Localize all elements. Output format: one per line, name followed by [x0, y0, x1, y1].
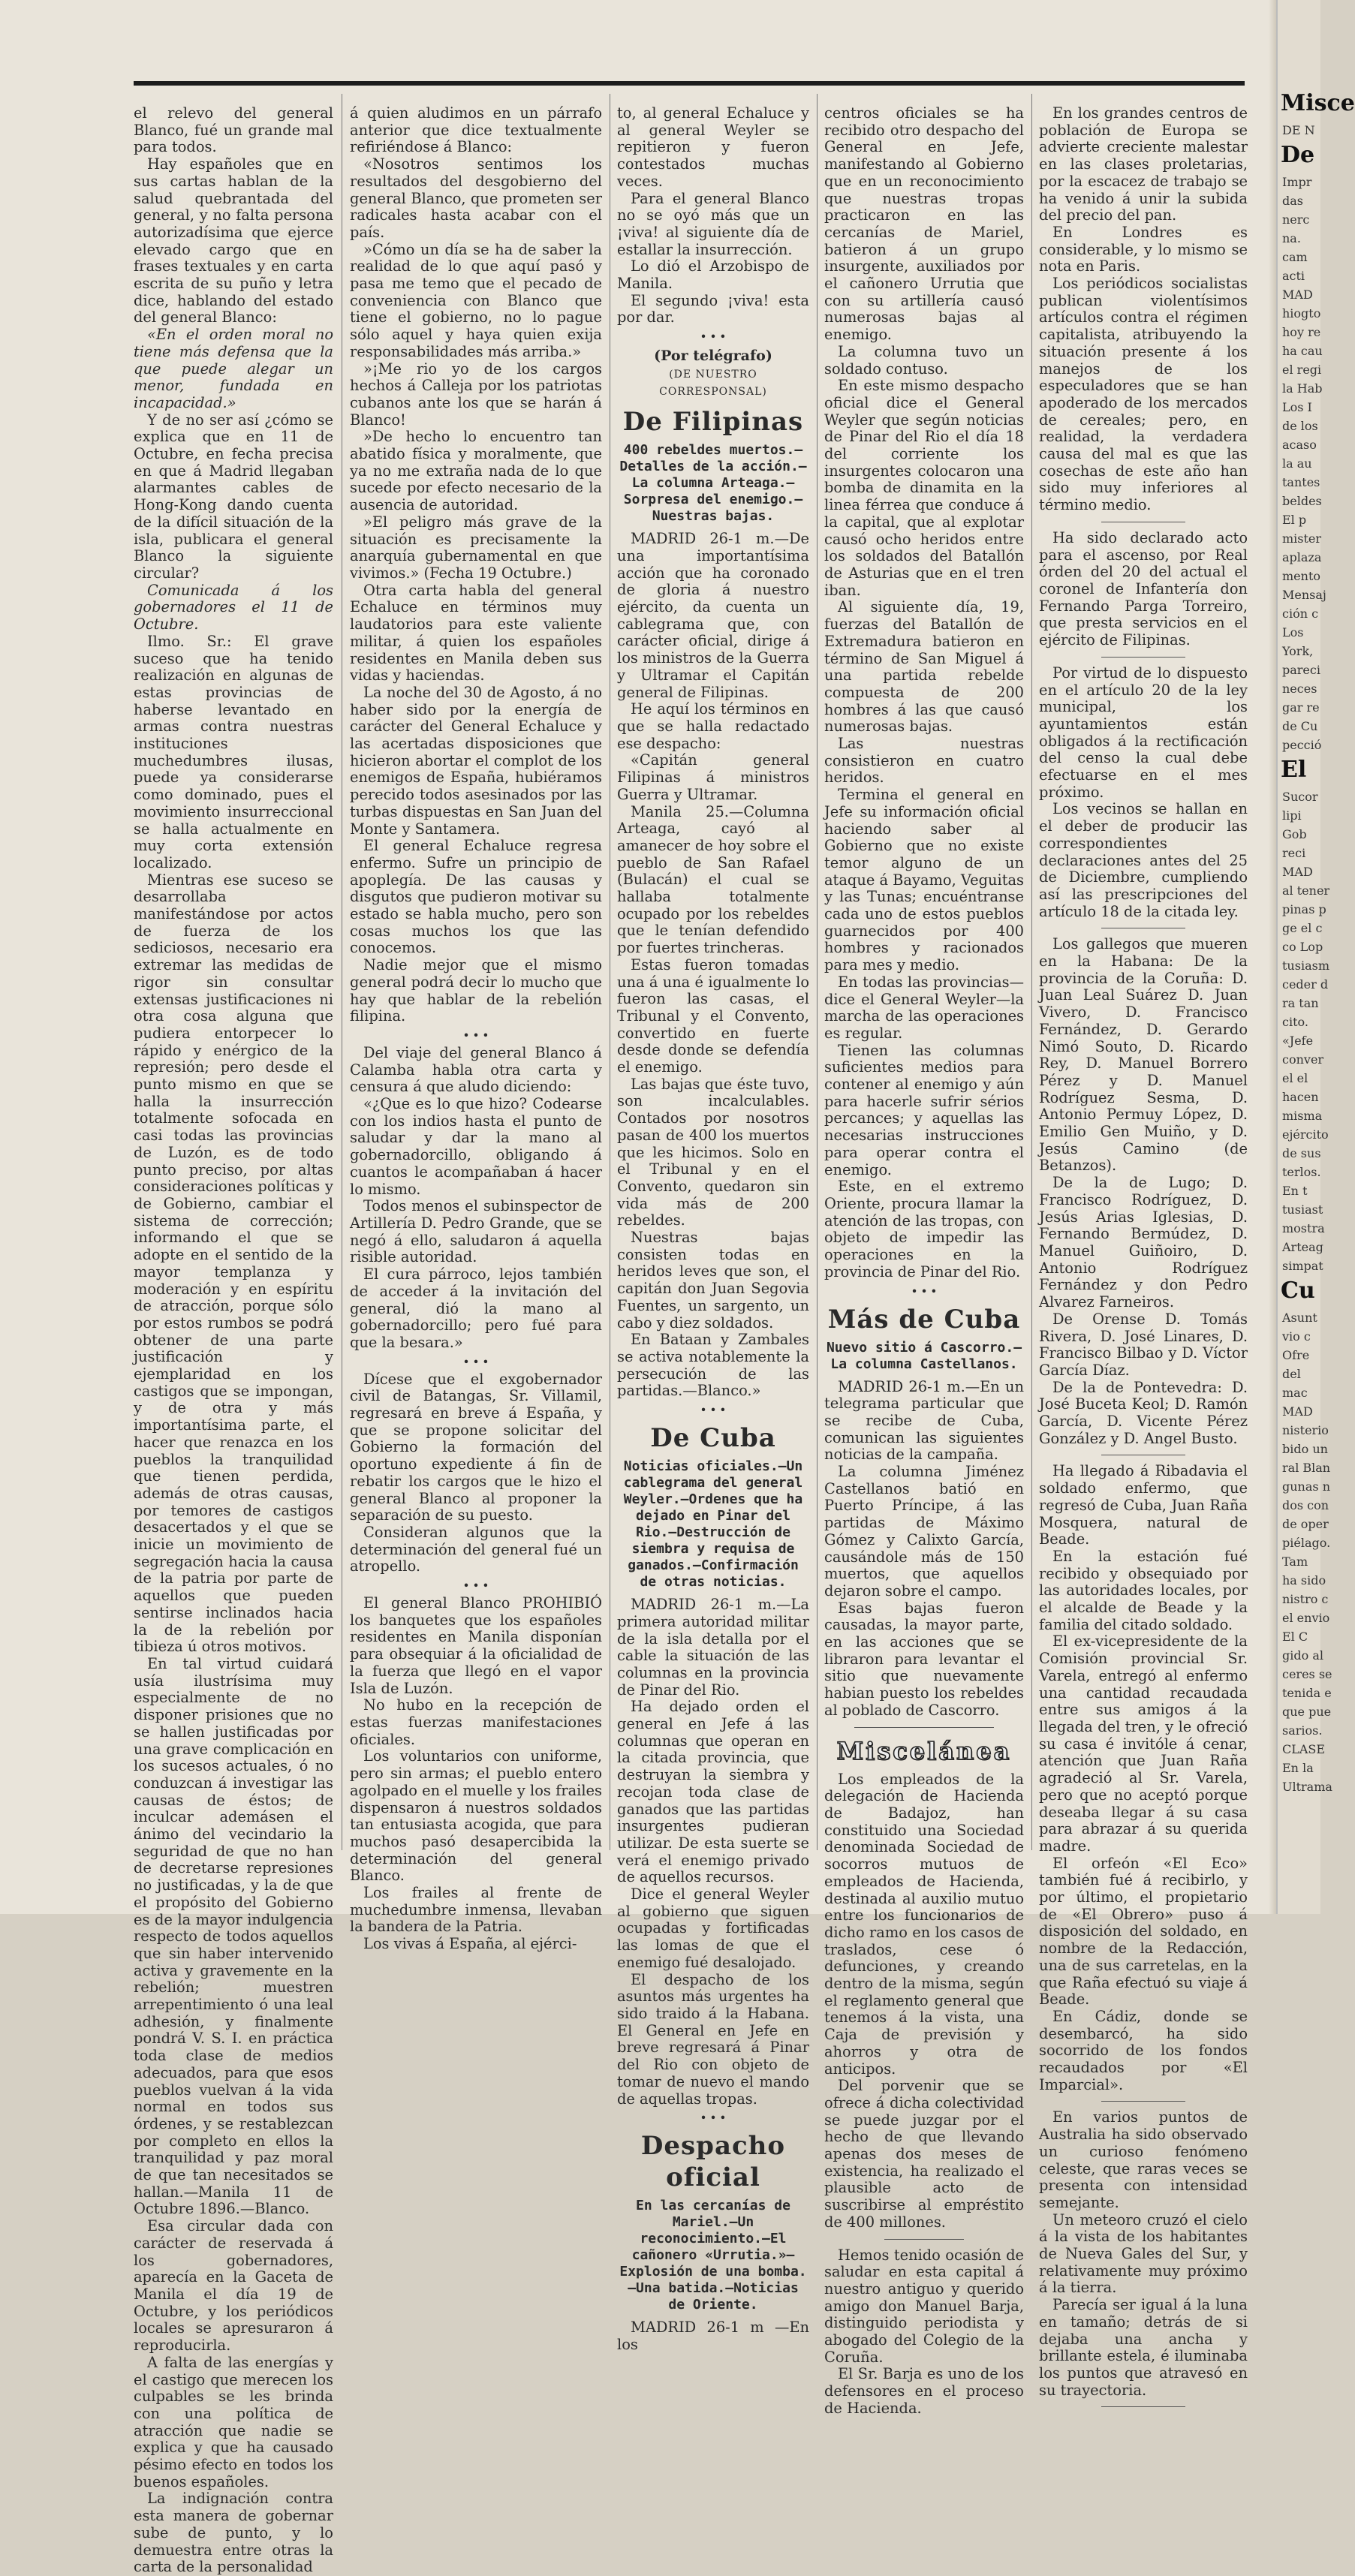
paragraph: Termina el general en Jefe su información oficial haciendo saber al Gobierno que no existe temor alguno de un ataque á Bayamo, Veguitas y las Tunas; encuéntranse cada uno de estos pueblos guarnecidos por 400 hombres y racionados para mes y medio. [824, 786, 1024, 974]
adjacent-page-fragment: al tener [1282, 883, 1330, 898]
paragraph: La indignación contra esta manera de gobernar sube de punto, y lo demuestra entre otras la carta de la personalidad [134, 2490, 333, 2576]
adjacent-page-fragment: cam [1282, 250, 1308, 264]
adjacent-page-fragment: na. [1282, 231, 1301, 245]
adjacent-page-fragment: CLASE [1282, 1742, 1326, 1756]
paragraph: MADRID 26-1 m.—La primera autoridad militar de la isla detalla por el cable la situación de las columnas en la provincia de Pinar del Rio. [617, 1596, 809, 1699]
paragraph: Estas fueron tomadas una á una é igualmente lo fueron las casas, el Tribunal y el Convento, convertido en fuerte desde donde se defendía el enemigo. [617, 955, 809, 1076]
adjacent-page-fragment: Los I [1282, 400, 1312, 414]
paragraph: el relevo del general Blanco, fué un grande mal para todos. [134, 104, 333, 156]
adjacent-page-fragment: beldes [1282, 494, 1322, 508]
paragraph: De la de Pontevedra: D. José Buceta Keol; D. Ramón García, D. Vicente Pérez González y D. Angel Busto. [1039, 1378, 1248, 1447]
filipinas-summary: 400 rebeldes muertos.—Detalles de la acción.—La columna Arteaga.—Sorpresa del enemigo.—Nuestras bajas. [619, 442, 807, 525]
separator-stars [617, 330, 809, 343]
paragraph: Nuestras bajas consisten todas en heridos leves que son, el capitán don Juan Segovia Fuentes, un sargento, un cabo y diez soldados. [617, 1229, 809, 1332]
adjacent-page-fragment: el envio [1282, 1611, 1330, 1625]
paragraph: De la de Lugo; D. Francisco Rodríguez, D. Jesús Arias Iglesias, D. Fernando Bermúdez, D. Manuel Guiñoiro, D. Antonio Rodríguez Fernández y don Pedro Alvarez Farneiros. [1039, 1174, 1248, 1311]
adjacent-page-fragment: Ofre [1282, 1348, 1310, 1362]
paragraph: Ha llegado á Ribadavia el soldado enfermo, que regresó de Cuba, Juan Raña Mosquera, natural de Beade. [1039, 1462, 1248, 1548]
adjacent-page-fragment: tusiasm [1282, 958, 1329, 973]
paragraph: Ilmo. Sr.: El grave suceso que ha tenido realización en algunas de estas provincias de haberse levantado en armas contra nuestras instituciones muchedumbres ilusas, puede ya considerarse como dominado, pues el movimiento insurreccional se halla actualmente en muy corta extensión localizado. [134, 632, 333, 871]
column-5 [1039, 104, 1248, 2399]
adjacent-page-fragment: Impr [1282, 175, 1312, 189]
adjacent-page-fragment: del [1282, 1367, 1301, 1381]
adjacent-page-fragment: MAD [1282, 865, 1313, 879]
adjacent-page-fragment: York, [1282, 644, 1314, 658]
paragraph: Esa circular dada con carácter de reservada á los gobernadores, aparecía en la Gaceta de Manila el día 19 de Octubre, y los periódicos locales se apresuraron á reproducirla. [134, 2217, 333, 2355]
separator-rule [1101, 2101, 1185, 2102]
adjacent-page-fragment: gunas n [1282, 1479, 1330, 1494]
paragraph: Por virtud de lo dispuesto en el artículo 20 de la ley municipal, los ayuntamientos están obligados á la rectificación del censo la cual debe efectuarse en el mes próximo. [1039, 664, 1248, 801]
paragraph: Y de no ser así ¿cómo se explica que en 11 de Octubre, en fecha precisa en que á Madrid llegaban alarmantes cables de Hong-Kong dando cuenta de la difícil situación de la isla, publicara el general Blanco la siguiente circular? [134, 411, 333, 582]
separator-stars [617, 2111, 809, 2124]
adjacent-page-fragment: de sus [1282, 1146, 1321, 1160]
paragraph: Las bajas que éste tuvo, son incalculables. Contados por nosotros pasan de 400 los muertos que les hicimos. Solo en el Tribunal y en el Convento, quedaron sin vida más de 200 rebeldes. [617, 1075, 809, 1229]
separator-rule [1101, 2406, 1185, 2407]
paragraph: El Sr. Barja es uno de los defensores en el proceso de Hacienda. [824, 2365, 1024, 2417]
adjacent-page-fragment: la Hab [1282, 381, 1323, 396]
adjacent-page-fragment: nerc [1282, 212, 1310, 227]
paragraph: En Cádiz, donde se desembarcó, ha sido socorrido de los fondos recaudados por «El Imparcial». [1039, 2007, 1248, 2093]
paragraph: Los frailes al frente de muchedumbre inmensa, llevaban la bandera de la Patria. [350, 1884, 602, 1936]
paragraph: La noche del 30 de Agosto, á no haber sido por la energía de carácter del General Echaluce y las acertadas disposiciones que hicieron abortar el complot de los enemigos de España, hubiéramos perecido todos asesinados por las turbas dispuestas en San Juan del Monte y Santamera. [350, 683, 602, 838]
adjacent-page-fragment: dos con [1282, 1498, 1329, 1512]
adjacent-page-fragment: ra tan [1282, 996, 1319, 1010]
adjacent-page-fragment: mac [1282, 1386, 1308, 1400]
adjacent-page-fragment: hiogto [1282, 306, 1321, 320]
adjacent-page-fragment: MAD [1282, 287, 1313, 302]
paragraph: Lo dió el Arzobispo de Manila. [617, 257, 809, 293]
paragraph: El segundo ¡viva! esta por dar. [617, 291, 809, 327]
adjacent-page-fragment: DE N [1282, 123, 1315, 137]
paragraph: á quien aludimos en un párrafo anterior que dice textualmente refiriéndose á Blanco: [350, 104, 602, 156]
paragraph: El general Echaluce regresa enfermo. Sufre un principio de apoplegía. De las causas y disgutos que pudieron motivar su estado se habla mucho, pero son cosas muchos los que las conocemos. [350, 837, 602, 957]
adjacent-page-fragment: MAD [1282, 1404, 1313, 1419]
adjacent-page-fragment: de oper [1282, 1517, 1329, 1531]
paragraph: Ha sido declarado acto para el ascenso, por Real órden del 20 del actual el coronel de Infantería don Fernando Parga Torreiro, que presta servicios en el ejército de Filipinas. [1039, 528, 1248, 649]
paragraph: Todos menos el subinspector de Artillería D. Pedro Grande, que se negó á ello, saludaron á aquella risible autoridad. [350, 1197, 602, 1266]
paragraph: Este, en el extremo Oriente, procura llamar la atención de las tropas, con objeto de impedir las operaciones en la provincia de Pinar del Rio. [824, 1178, 1024, 1280]
separator-stars [824, 1284, 1024, 1298]
adjacent-page-fragment: pinas p [1282, 902, 1326, 916]
miscelanea-body [824, 1771, 1024, 2418]
adjacent-page-fragment: El [1281, 757, 1307, 783]
adjacent-page-fragment: ha cau [1282, 344, 1323, 358]
paragraph: Del porvenir que se ofrece á dicha colectividad se puede juzgar por el hecho de que llevando apenas dos meses de existencia, ha realizado el plausible acto de suscribirse al empréstito de 400 millones. [824, 2077, 1024, 2231]
column-3 [617, 104, 809, 2353]
paragraph: MADRID 26-1 m.—En un telegrama particular que se recibe de Cuba, comunican las siguientes noticias de la campaña. [824, 1377, 1024, 1464]
paragraph: »¡Me rio yo de los cargos hechos á Calleja por los patriotas cubanos ante los que se harán á Blanco! [350, 360, 602, 429]
section-title-despacho: Despacho oficial [640, 2131, 786, 2193]
adjacent-page-fragment: Asunt [1282, 1311, 1317, 1325]
adjacent-page-fragment: de Cu [1282, 719, 1318, 733]
adjacent-page-fragment: Tam [1282, 1554, 1308, 1569]
mas-cuba-summary: Nuevo sitio á Cascorro.—La columna Castellanos. [826, 1339, 1022, 1372]
paragraph: «Capitán general Filipinas á ministros Guerra y Ultramar. [617, 751, 809, 803]
adjacent-page-fragment: De [1281, 142, 1315, 168]
adjacent-page-fragment: piélago. [1282, 1536, 1331, 1550]
section-title-filipinas: De Filipinas [622, 407, 804, 438]
section-title-miscelanea: Miscelánea [836, 1736, 1012, 1765]
paragraph: Al siguiente día, 19, fuerzas del Batallón de Extremadura batieron en término de San Miguel á una partida rebelde compuesta de 200 hombres á las que causó numerosas bajas. [824, 598, 1024, 736]
adjacent-page-fragment: co Lop [1282, 940, 1323, 954]
adjacent-page-fragment: mento [1282, 569, 1321, 583]
column-1 [134, 104, 333, 2576]
adjacent-page-fragment: El p [1282, 513, 1307, 527]
adjacent-page-fragment: la au [1282, 456, 1312, 471]
adjacent-page-fragment: tantes [1282, 475, 1320, 489]
paragraph: Los vivas á España, al ejérci- [363, 1935, 577, 1953]
adjacent-page-fragment: pecció [1282, 738, 1322, 752]
adjacent-page-fragment: hacen [1282, 1090, 1319, 1104]
adjacent-page-fragment: ral Blan [1282, 1461, 1331, 1475]
adjacent-page-fragment: el regi [1282, 363, 1322, 377]
column-4 [824, 104, 1024, 2417]
section-title-cuba: De Cuba [650, 1423, 776, 1454]
paragraph: Un meteoro cruzó el cielo á la vista de los habitantes de Nueva Gales del Sur, y relativamente muy próximo á la tierra. [1039, 2210, 1248, 2297]
paragraph: El general Blanco PROHIBIÓ los banquetes que los españoles residentes en Manila disponían para obsequiar á la oficialidad de la fuerza que llegó en el vapor Isla de Luzón. [350, 1594, 602, 1697]
paragraph: Nadie mejor que el mismo general podrá decir lo mucho que hay que hablar de la rebelión filipina. [350, 956, 602, 1025]
adjacent-page-fragment: Los [1282, 625, 1304, 639]
separator-stars [350, 1028, 602, 1042]
paragraph: El orfeón «El Eco» también fué á recibirlo, y por último, el propietario de «El Obrero» puso á disposición del soldado, en nombre de la Redacción, una de sus carretelas, en la que Raña efectuó su viaje á Beade. [1039, 1854, 1248, 2009]
adjacent-page-fragment: Ultrama [1282, 1780, 1332, 1794]
mas-cuba-body [824, 1379, 1024, 1720]
adjacent-page-fragment: sarios. [1282, 1723, 1323, 1738]
top-rule [134, 81, 1245, 86]
adjacent-page-fragment: gido al [1282, 1648, 1323, 1663]
column-divider [1031, 94, 1032, 1850]
adjacent-page-fragment: mostra [1282, 1221, 1325, 1235]
column-4-body [824, 105, 1024, 1281]
paragraph: El ex-vicepresidente de la Comisión provincial Sr. Varela, entregó al enfermo una cantidad recaudada entre sus amigos á la llegada del tren, y le ofreció su casa é invitóle á cenar, atención que Juan Raña agradeció al Sr. Varela, pero que no aceptó porque deseaba llegar á su casa para abrazar á su querida madre. [1039, 1633, 1248, 1855]
adjacent-page-fragment: ción c [1282, 606, 1319, 621]
adjacent-page-fragment: ge el c [1282, 921, 1323, 935]
adjacent-page-fragment: ceder d [1282, 977, 1329, 992]
paragraph: Dice el general Weyler al gobierno que siguen ocupadas y fortificadas las lomas de que el enemigo fué desalojado. [617, 1885, 809, 1971]
adjacent-page-fragment: lipi [1282, 808, 1302, 823]
separator-rule [1101, 657, 1185, 658]
paragraph: En Bataan y Zambales se activa notablemente la persecución de las partidas.—Blanco.» [617, 1331, 809, 1400]
paragraph: Las nuestras consistieron en cuatro heridos. [824, 735, 1024, 787]
paragraph: En todas las provincias—dice el General Weyler—la marcha de las operaciones es regular. [824, 973, 1024, 1042]
paragraph: to, al general Echaluce y al general Weyler se repitieron y fueron contestados muchas veces. [617, 104, 809, 190]
adjacent-page-strip [1276, 0, 1355, 1914]
paragraph: MADRID 26-1 m.—De una importantísima acción que ha coronado de gloria á nuestro ejército, da cuenta un cablegrama que, con carácter oficial, dirige á los ministros de la Guerra y Ultramar el Capitán general de Filipinas. [617, 530, 809, 701]
filipinas-body [617, 531, 809, 1400]
paragraph: Esas bajas fueron causadas, la mayor parte, en las acciones que se libraron para levantar el sitio que nuevamente habian puesto los rebeldes al poblado de Cascorro. [824, 1599, 1024, 1719]
adjacent-page-fragment: misma [1282, 1109, 1323, 1123]
adjacent-page-fragment: el el [1282, 1071, 1308, 1085]
telegraph-label: (Por telégrafo) [654, 348, 772, 365]
paragraph: Dícese que el exgobernador civil de Batangas, Sr. Villamil, regresará en breve á España, y que se propone solicitar del Gobierno la formación del oportuno expediente á fin de rebatir los cargos que le hizo el general Blanco al proponer la separación de su puesto. [350, 1370, 602, 1524]
paragraph: Tienen las columnas suficientes medios para contener al enemigo y aún para hacerle sufrir sérios percances; y aquellas las necesarias instrucciones para operar contra el enemigo. [824, 1041, 1024, 1178]
paragraph: Los vecinos se hallan en el deber de producir las correspondientes declaraciones antes del 25 de Diciembre, cumpliendo así las prescripciones del artículo 18 de la citada ley. [1039, 800, 1248, 920]
paragraph: Comunicada á los gobernadores el 11 de Octubre. [134, 581, 333, 633]
adjacent-page-fragment: En la [1282, 1761, 1314, 1775]
adjacent-page-fragment: gar re [1282, 700, 1320, 715]
paragraph: En varios puntos de Australia ha sido observado un curioso fenómeno celeste, que raras veces se presenta con intensidad semejante. [1039, 2108, 1248, 2211]
adjacent-page-fragment: de los [1282, 419, 1318, 433]
paragraph: A falta de las energías y el castigo que merecen los culpables se les brinda con una política de atracción que nadie se explica y que ha causado pésimo efecto en todos los buenos españoles. [134, 2353, 333, 2490]
adjacent-page-fragment: «Jefe [1282, 1034, 1314, 1048]
paragraph: La columna tuvo un soldado contuso. [824, 342, 1024, 378]
adjacent-page-fragment: pareci [1282, 663, 1320, 677]
adjacent-page-fragment: conver [1282, 1052, 1324, 1067]
adjacent-page-fragment: Cu [1281, 1277, 1315, 1304]
adjacent-page-fragment: aplaza [1282, 550, 1322, 564]
paragraph: Manila 25.—Columna Arteaga, cayó al amanecer de hoy sobre el pueblo de San Rafael (Bulacán) el cual se hallaba totalmente ocupado por los rebeldes que le tenían defendido por fuertes trincheras. [617, 802, 809, 957]
adjacent-page-fragment: hoy re [1282, 325, 1321, 339]
adjacent-page-fragment: acti [1282, 269, 1305, 283]
paragraph: He aquí los términos en que se halla redactado ese despacho: [617, 700, 809, 752]
separator-stars [350, 1578, 602, 1592]
adjacent-page-fragment: reci [1282, 846, 1306, 860]
cuba-body [617, 1596, 809, 2108]
paragraph: No hubo en la recepción de estas fuerzas manifestaciones oficiales. [350, 1696, 602, 1748]
paragraph: En los grandes centros de población de Europa se advierte creciente malestar en las clases proletarias, por la escacez de trabajo se ha venido á unir la subida del precio del pan. [1039, 104, 1248, 224]
adjacent-page-fragment: cito. [1282, 1015, 1308, 1029]
adjacent-page-fragment: simpat [1282, 1259, 1323, 1273]
column-2 [350, 104, 602, 1953]
paragraph: De Orense D. Tomás Rivera, D. José Linares, D. Francisco Bilbao y D. Víctor García Díaz. [1039, 1310, 1248, 1379]
despacho-body [617, 2319, 809, 2353]
paragraph: »Cómo un día se ha de saber la realidad de lo que aquí pasó y pasa me temo que el pecado de conveniencia con Blanco que tiene el gobierno, no lo pague sólo aquel y haya quien exija responsabilidades más arriba.» [350, 240, 602, 360]
paragraph: En Londres es considerable, y lo mismo se nota en Paris. [1039, 223, 1248, 275]
adjacent-page-fragment: En t [1282, 1184, 1308, 1198]
adjacent-page-fragment: nistro c [1282, 1592, 1329, 1606]
adjacent-page-fragment: acaso [1282, 438, 1317, 452]
paragraph: Para el general Blanco no se oyó más que un ¡viva! al siguiente día de estallar la insurrección. [617, 189, 809, 258]
paragraph: «En el orden moral no tiene más defensa que la que puede alegar un menor, fundada en incapacidad.» [134, 326, 333, 411]
paragraph: El cura párroco, lejos también de acceder á la invitación del general, dió la mano al gobernadorcillo; pero fué para que la besara.» [350, 1265, 602, 1351]
paragraph: Parecía ser igual á la luna en tamaño; detrás de si dejaba una ancha y brillante estela, é iluminaba los puntos que atravesó en su trayectoria. [1039, 2296, 1248, 2399]
paragraph: «Nosotros sentimos los resultados del desgobierno del general Blanco, que prometen ser radicales hasta acabar con el país. [350, 155, 602, 241]
adjacent-page-fragment: ceres se [1282, 1667, 1332, 1681]
adjacent-page-fragment: Mensaj [1282, 588, 1326, 602]
column-divider [817, 94, 818, 1850]
paragraph: En este mismo despacho oficial dice el General Weyler que según noticias de Pinar del Rio el día 18 del corriente los insurgentes colocaron una bomba de dinamita en la linea férrea que conduce á la capital, que al explotar causó ocho heridos entre los soldados del Batallón de Asturias que en el tren iban. [824, 377, 1024, 599]
paragraph: Los voluntarios con uniforme, pero sin armas; el pueblo entero agolpado en el muelle y los frailes dispensaron á nuestros soldados tan entusiasta acogida, que para muchos pasó desapercibida la determinación del general Blanco. [350, 1747, 602, 1885]
despacho-summary: En las cercanías de Mariel.—Un reconocimiento.—El cañonero «Urrutia.»—Explosión de una bomba.—Una batida.—Noticias de Oriente. [619, 2198, 807, 2313]
adjacent-page-fragment: bido un [1282, 1442, 1328, 1456]
paragraph: centros oficiales se ha recibido otro despacho del General en Jefe, manifestando al Gobierno que en un reconocimiento que nuestras tropas practicaron en las cercanías de Mariel, batieron á un grupo insurgente, auxiliados por el cañonero Urrutia que con su artillería causó numerosas bajas al enemigo. [824, 104, 1024, 344]
paragraph: Los periódicos socialistas publican violentísimos artículos contra el régimen capitalista, atribuyendo la situación presente á los manejos de los especuladores que se han apoderado de los mercados de cereales; pero, en realidad, la verdadera causa del mal es que las cosechas de este año han sido muy inferiores al término medio. [1039, 275, 1248, 514]
paragraph: Del viaje del general Blanco á Calamba habla otra carta y censura á que aludo diciendo: [350, 1043, 602, 1096]
paragraph: Otra carta habla del general Echaluce en términos muy laudatorios para este valiente militar, á quien los españoles residentes en Manila deben sus vidas y haciendas. [350, 581, 602, 685]
paragraph: Consideran algunos que la determinación del general fué un atropello. [350, 1523, 602, 1575]
paragraph: «¿Que es lo que hizo? Codearse con los indios hasta el punto de saludar y dar la mano al gobernadorcillo, obligando á cuantos le acompañaban á hacer lo mismo. [350, 1095, 602, 1198]
adjacent-page-fragment: ha sido [1282, 1573, 1326, 1587]
adjacent-page-fragment: Misce [1281, 90, 1355, 116]
adjacent-page-fragment: que pue [1282, 1705, 1332, 1719]
paragraph: Hemos tenido ocasión de saludar en esta capital á nuestro antiguo y querido amigo don Manuel Barja, distinguido periodista y abogado del Colegio de la Coruña. [824, 2246, 1024, 2366]
adjacent-page-fragment: Sucor [1282, 790, 1318, 804]
correspondent-label: (DE NUESTRO CORRESPONSAL) [659, 368, 767, 398]
adjacent-page-fragment: Arteag [1282, 1240, 1323, 1254]
paragraph: La columna Jiménez Castellanos batió en Puerto Príncipe, á las partidas de Máximo Gómez y Calixto García, causándole más de 150 muertos, que aquellos dejaron sobre el campo. [824, 1463, 1024, 1599]
adjacent-page-fragment: El C [1282, 1630, 1308, 1644]
column-3-intro [617, 105, 809, 327]
adjacent-page-fragment: tenida e [1282, 1686, 1332, 1700]
adjacent-page-fragment: vio c [1282, 1329, 1311, 1344]
adjacent-page-fragment: das [1282, 194, 1303, 208]
paragraph: En tal virtud cuidará usía ilustrísima muy especialmente de no disponer prisiones que no se hallen justificadas por una grave complicación en los sucesos actuales, ó no conduzcan á investigar las causas de éstos; de inculcar ademásen el ánimo del vecindario la seguridad de que no han de decretarse represiones no justificadas, y la de que el propósito del Gobierno es de la mayor indulgencia respecto de todos aquellos que sin haber intervenido activa y gravemente en la rebelión; muestren arrepentimiento ó una leal adhesión, y finalmente pondrá V. S. I. en práctica toda clase de medios adecuados, para que esos pueblos vuelvan á la vida normal en todos sus órdenes, y se restablezcan por completo en ellos la tranquilidad y paz moral de que tan necesitados se hallan.—Manila 11 de Octubre 1896.—Blanco. [134, 1654, 333, 2218]
separator-stars [350, 1355, 602, 1368]
paragraph: En la estación fué recibido y obsequiado por las autoridades locales, por el alcalde de Beade y la familia del citado soldado. [1039, 1547, 1248, 1633]
cuba-summary: Noticias oficiales.—Un cablegrama del general Weyler.—Ordenes que ha dejado en Pinar del Rio.—Destrucción de siembra y requisa de ganados.—Confirmación de otras noticias. [623, 1458, 803, 1590]
paragraph: El despacho de los asuntos más urgentes ha sido traido á la Habana. El General en Jefe en breve regresará á Pinar del Rio con objeto de tomar de nuevo el mando de aquellas tropas. [617, 1970, 809, 2108]
separator-rule [884, 2239, 964, 2240]
adjacent-page-fragment: nisterio [1282, 1423, 1329, 1437]
paragraph: MADRID 26-1 m —En los [617, 2319, 809, 2353]
paragraph: Mientras ese suceso se desarrollaba manifestándose por actos de fuerza de los sediciosos, necesario era extremar las medidas de rigor sin consultar extensas justificaciones ni otra cosa alguna que pudiera entorpecer lo rápido y enérgico de la represión; pero desde el punto mismo en que se halla la insurrección totalmente sofocada en casi todas las provincias de Luzón, es de todo punto preciso, por altas consideraciones políticas y de Gobierno, cambiar el sistema de corrección; informando el que se adopte en el sentido de la mayor templanza y moderación y en espíritu de atracción, porque sólo por estos rumbos se podrá obtener de una parte justificación y ejemplaridad en los castigos que se impongan, y de otra y más importantísima parte, el hacer que renazca en los pueblos la tranquilidad que tienen perdida, además de otras causas, por temores de castigos desacertados y el que se inicie un movimiento de segregación hacia la causa de la patria por parte de aquellos que pueden sentirse inclinados hacia la de la rebelión por tibieza ú otros motivos. [134, 871, 333, 1656]
paragraph: »De hecho lo encuentro tan abatido física y moralmente, que ya no me extraña nada de lo que sucede por efecto necesario de la ausencia de autoridad. [350, 428, 602, 514]
section-title-mas-cuba: Más de Cuba [827, 1304, 1021, 1335]
adjacent-page-fragment: ejército [1282, 1127, 1329, 1142]
paragraph: Hay españoles que en sus cartas hablan de la salud quebrantada del general, y no falta persona autorizadísima que ejerce elevado cargo que en frases textuales y en carta escrita de su puño y letra dice, hablando del estado del general Blanco: [134, 155, 333, 327]
separator-stars [617, 1403, 809, 1416]
paragraph: Los empleados de la delegación de Hacienda de Badajoz, han constituido una Sociedad denominada Sociedad de socorros mutuos de empleados de Hacienda, destinada al auxilio mutuo entre los funcionarios de dicho ramo en los casos de traslados, cese ó defunciones, y creando dentro de la misma, según el reglamento general que tenemos á la vista, una Caja de previsión y ahorros y otra de anticipos. [824, 1770, 1024, 2078]
adjacent-page-fragment: terlos. [1282, 1165, 1321, 1179]
adjacent-page-fragment: Gob [1282, 827, 1307, 841]
paragraph: »El peligro más grave de la situación es precisamente la anarquía gubernamental en que vivimos.» (Fecha 19 Octubre.) [350, 513, 602, 582]
adjacent-page-fragment: tusiast [1282, 1202, 1323, 1217]
paragraph: Ha dejado orden el general en Jefe á las columnas que operan en la citada provincia, que destruyan la siembra y recojan toda clase de ganados que las partidas insurgentes pudieran utilizar. De esta suerte se verá el enemigo privado de aquellos recursos. [617, 1698, 809, 1886]
adjacent-page-fragment: neces [1282, 682, 1317, 696]
double-rule [854, 1727, 994, 1728]
paragraph: Los gallegos que mueren en la Habana: De la provincia de la Coruña: D. Juan Leal Suárez D. Juan Vivero, D. Francisco Fernández, D. Gerardo Nimó Souto, D. Ricardo Rey, D. Manuel Borrero Pérez y D. Manuel Rodríguez Sesma, D. Antonio Permuy López, D. Emilio Gen Muiño, y D. Jesús Camino (de Betanzos). [1039, 935, 1248, 1175]
adjacent-page-fragment: mister [1282, 531, 1322, 546]
page-edge [1269, 0, 1276, 1914]
